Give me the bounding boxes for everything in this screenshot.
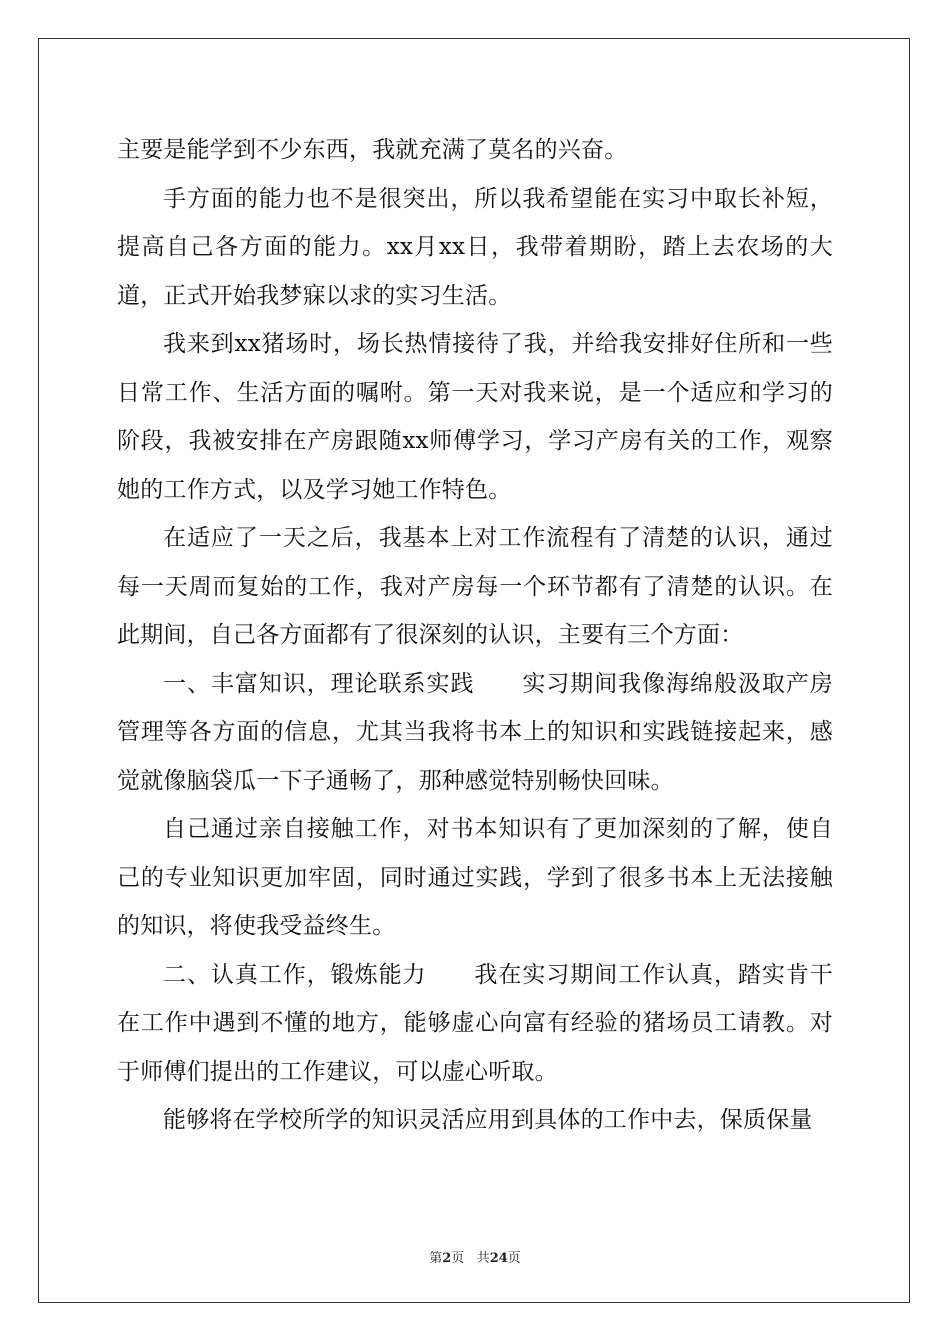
paragraph-5: 一、丰富知识，理论联系实践 实习期间我像海绵般汲取产房管理等各方面的信息，尤其当我将书本上的知识和实践链接起来，感觉就像脑袋瓜一下子通畅了，那种感觉特别畅快回味。 bbox=[117, 670, 833, 794]
page-prefix: 第 bbox=[429, 1251, 443, 1266]
page-footer bbox=[0, 1247, 950, 1266]
paragraph-7: 二、认真工作，锻炼能力 我在实习期间工作认真，踏实肯干在工作中遇到不懂的地方，能够虚心向富有经验的猪场员工请教。对于师傅们提出的工作建议，可以虚心听取。 bbox=[117, 961, 833, 1085]
page-suffix: 页 bbox=[451, 1251, 465, 1266]
paragraph-8: 能够将在学校所学的知识灵活应用到具体的工作中去，保质保量 bbox=[163, 1107, 813, 1133]
document-body bbox=[117, 126, 833, 1145]
total-pages: 24 bbox=[489, 1251, 508, 1266]
total-suffix: 页 bbox=[507, 1251, 521, 1266]
page-number: 2 bbox=[442, 1251, 452, 1266]
paragraph-3: 我来到xx猪场时，场长热情接待了我，并给我安排好住所和一些日常工作、生活方面的嘱咐。第一天对我来说，是一个适应和学习的阶段，我被安排在产房跟随xx师傅学习，学习产房有关的工作，观察她的工作方式，以及学习她工作特色。 bbox=[117, 331, 833, 503]
paragraph-6: 自己通过亲自接触工作，对书本知识有了更加深刻的了解，使自己的专业知识更加牢固，同时通过实践，学到了很多书本上无法接触的知识，将使我受益终生。 bbox=[117, 816, 833, 939]
paragraph-4: 在适应了一天之后，我基本上对工作流程有了清楚的认识，通过每一天周而复始的工作，我对产房每一个环节都有了清楚的认识。在此期间，自己各方面都有了很深刻的认识，主要有三个方面： bbox=[117, 525, 833, 648]
paragraph-2: 手方面的能力也不是很突出，所以我希望能在实习中取长补短，提高自己各方面的能力。xx月xx日，我带着期盼，踏上去农场的大道，正式开始我梦寐以求的实习生活。 bbox=[117, 185, 833, 309]
paragraph-1: 主要是能学到不少东西，我就充满了莫名的兴奋。 bbox=[117, 137, 628, 163]
total-prefix: 共 bbox=[476, 1251, 490, 1266]
